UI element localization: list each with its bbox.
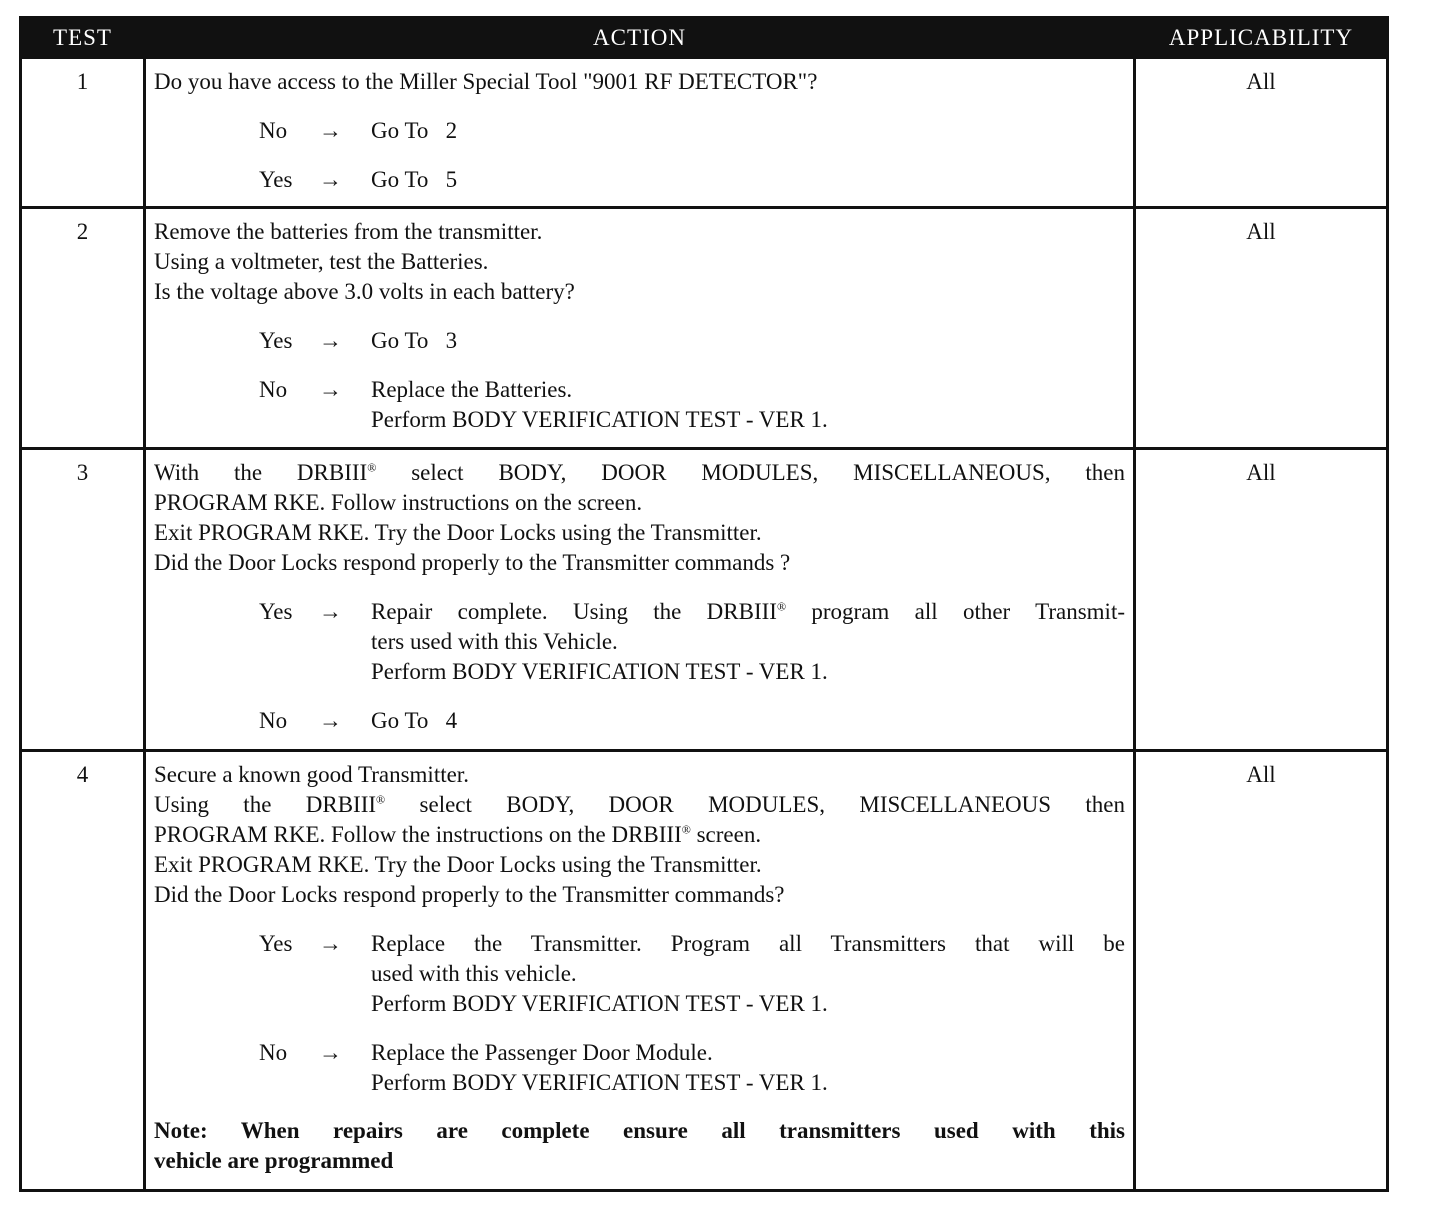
result-line: Go To 2 (371, 118, 458, 143)
question-line: Secure a known good Transmitter. (154, 762, 469, 787)
repair-note (154, 1116, 1125, 1176)
question-line: With the DRBIII® select BODY, DOOR MODULES, MISCELLANEOUS, then (154, 460, 1126, 485)
question-line: Using a voltmeter, test the Batteries. (154, 249, 489, 274)
header-action: ACTION (145, 18, 1135, 58)
arrow-right-icon: → (319, 377, 342, 402)
result-line: Go To 3 (371, 328, 458, 353)
test-number: 3 (21, 449, 145, 751)
question-line: Exit PROGRAM RKE. Try the Door Locks using the Transmitter. (154, 520, 762, 545)
answer-label: No (259, 1040, 288, 1065)
table-row (21, 449, 1388, 751)
result-line: Repair complete. Using the DRBIII® program all other Transmit- (371, 599, 1125, 624)
answer-label: Yes (259, 931, 293, 956)
action-cell (145, 751, 1135, 1191)
answer-branch (154, 597, 1125, 687)
result-line: Go To 4 (371, 708, 458, 733)
answer-label: Yes (259, 599, 293, 624)
branch-result (371, 375, 1125, 435)
header-test: TEST (21, 18, 145, 58)
answer-branch (154, 706, 1125, 736)
applicability-cell: All (1135, 58, 1388, 208)
question-line: PROGRAM RKE. Follow instructions on the screen. (154, 490, 643, 515)
answer-branch (154, 326, 1125, 356)
action-cell (145, 449, 1135, 751)
question-line: Is the voltage above 3.0 volts in each battery? (154, 279, 575, 304)
test-number: 1 (21, 58, 145, 208)
arrow-right-icon: → (319, 328, 342, 353)
question-line: Did the Door Locks respond properly to the Transmitter commands? (154, 882, 785, 907)
note-line: Note: When repairs are complete ensure all transmitters used with this (154, 1118, 1125, 1143)
table-row (21, 58, 1388, 208)
question-line: Do you have access to the Miller Special Tool "9001 RF DETECTOR"? (154, 69, 818, 94)
branch-result (371, 326, 1125, 356)
table-header-row (21, 18, 1388, 58)
question-text (154, 217, 1125, 307)
branch-result (371, 706, 1125, 736)
question-line: Remove the batteries from the transmitter. (154, 219, 543, 244)
answer-label: No (259, 377, 288, 402)
question-line: Exit PROGRAM RKE. Try the Door Locks using the Transmitter. (154, 852, 762, 877)
answer-branch (154, 165, 1125, 195)
branch-result (371, 116, 1125, 146)
applicability-cell: All (1135, 449, 1388, 751)
applicability-cell: All (1135, 751, 1388, 1191)
branch-result (371, 1038, 1125, 1098)
arrow-right-icon: → (319, 167, 342, 192)
result-line: Perform BODY VERIFICATION TEST - VER 1. (371, 407, 828, 432)
applicability-cell: All (1135, 208, 1388, 449)
result-line: Perform BODY VERIFICATION TEST - VER 1. (371, 659, 828, 684)
answer-branch (154, 116, 1125, 146)
answer-branch (154, 375, 1125, 435)
result-line: Replace the Transmitter. Program all Transmitters that will be (371, 931, 1125, 956)
question-text (154, 760, 1125, 910)
answer-label: No (259, 708, 288, 733)
diagnostic-test-table (19, 16, 1389, 1192)
answer-label: Yes (259, 328, 293, 353)
question-text (154, 458, 1125, 578)
arrow-right-icon: → (319, 599, 342, 624)
result-line: Perform BODY VERIFICATION TEST - VER 1. (371, 1070, 828, 1095)
table-row (21, 208, 1388, 449)
branch-result (371, 165, 1125, 195)
result-line: used with this vehicle. (371, 961, 577, 986)
question-text (154, 67, 1125, 97)
note-line: vehicle are programmed (154, 1148, 394, 1173)
answer-label: No (259, 118, 288, 143)
answer-label: Yes (259, 167, 293, 192)
arrow-right-icon: → (319, 708, 342, 733)
arrow-right-icon: → (319, 931, 342, 956)
branch-result (371, 929, 1125, 1019)
test-number: 2 (21, 208, 145, 449)
result-line: Perform BODY VERIFICATION TEST - VER 1. (371, 991, 828, 1016)
header-applicability: APPLICABILITY (1135, 18, 1388, 58)
answer-branch (154, 929, 1125, 1019)
branch-result (371, 597, 1125, 687)
question-line: Using the DRBIII® select BODY, DOOR MODULES, MISCELLANEOUS then (154, 792, 1125, 817)
result-line: Replace the Batteries. (371, 377, 573, 402)
result-line: Replace the Passenger Door Module. (371, 1040, 713, 1065)
test-number: 4 (21, 751, 145, 1191)
arrow-right-icon: → (319, 1040, 342, 1065)
answer-branch (154, 1038, 1125, 1098)
action-cell (145, 208, 1135, 449)
result-line: ters used with this Vehicle. (371, 629, 618, 654)
question-line: PROGRAM RKE. Follow the instructions on the DRBIII® screen. (154, 822, 762, 847)
result-line: Go To 5 (371, 167, 458, 192)
arrow-right-icon: → (319, 118, 342, 143)
action-cell (145, 58, 1135, 208)
question-line: Did the Door Locks respond properly to the Transmitter commands ? (154, 550, 791, 575)
table-row (21, 751, 1388, 1191)
